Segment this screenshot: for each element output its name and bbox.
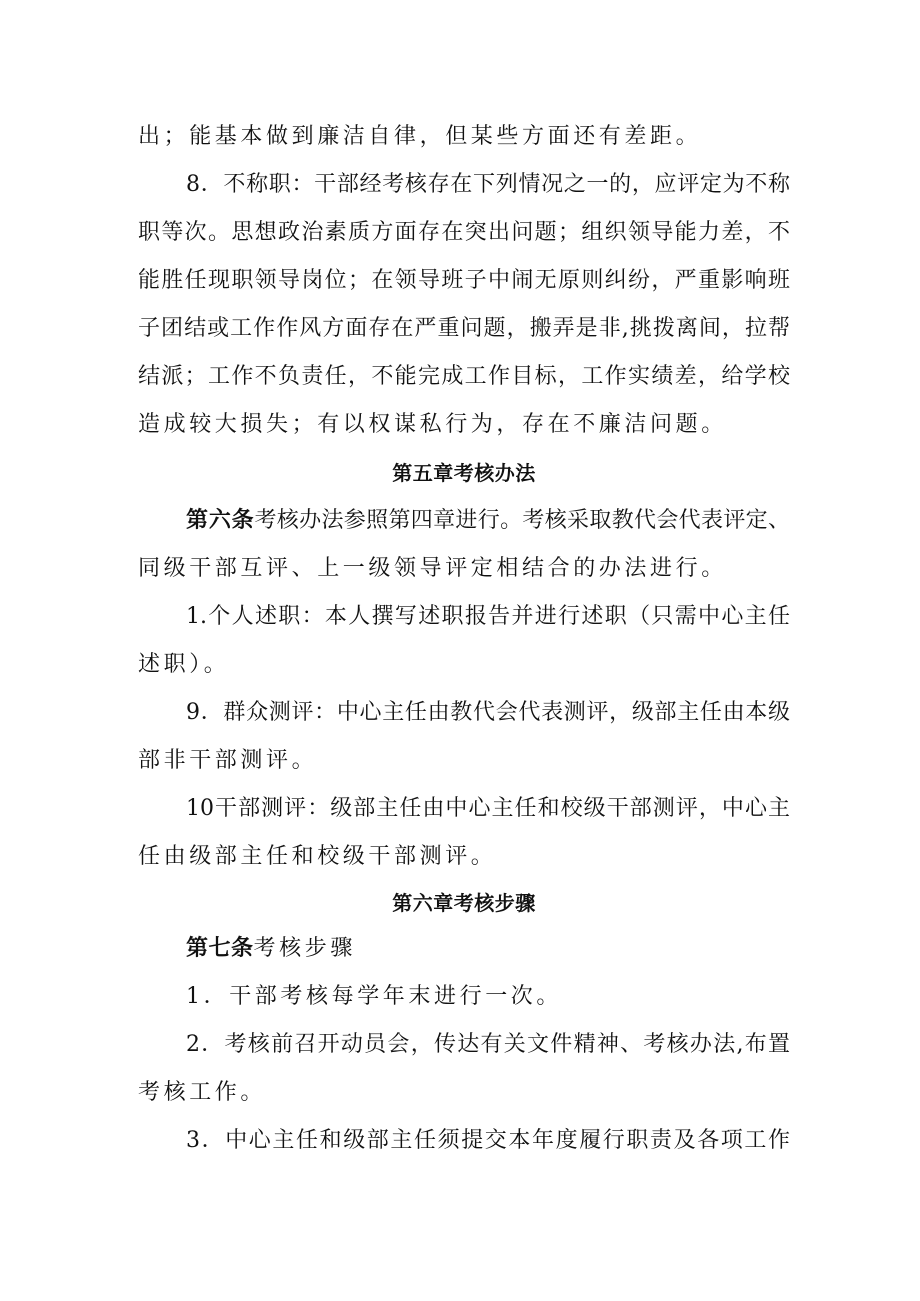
paragraph-line: 8．不称职：干部经考核存在下列情况之一的，应评定为不称 [186,172,790,197]
list-item-line: 考核工作。 [138,1080,267,1105]
paragraph-line: 造成较大损失；有以权谋私行为，存在不廉洁问题。 [138,412,727,437]
article-6-line [186,506,790,536]
article-7-line [186,934,790,964]
list-item-line: 10干部测评：级部主任由中心主任和校级干部测评，中心主 [186,796,790,821]
article-7-text: 考核步骤 [253,936,356,961]
paragraph-line: 子团结或工作作风方面存在严重问题，搬弄是非,挑拨离间，拉帮 [138,316,790,341]
list-item-line: 2．考核前召开动员会，传达有关文件精神、考核办法,布置 [186,1032,790,1057]
paragraph-line: 职等次。思想政治素质方面存在突出问题；组织领导能力差，不 [138,220,790,245]
paragraph-line: 能胜任现职领导岗位；在领导班子中闹无原则纠纷，严重影响班 [138,268,790,293]
list-item-line: 部非干部测评。 [138,748,318,773]
list-item-line: 1．干部考核每学年末进行一次。 [186,984,562,1009]
paragraph-line: 同级干部互评、上一级领导评定相结合的办法进行。 [138,556,727,581]
list-item-line: 3．中心主任和级部主任须提交本年度履行职责及各项工作 [186,1128,790,1153]
list-item-line: 1.个人述职：本人撰写述职报告并进行述职（只需中心主任 [186,604,790,629]
chapter-6-heading: 第六章考核步骤 [392,891,536,915]
chapter-5-heading: 第五章考核办法 [392,461,536,485]
paragraph-line: 结派；工作不负责任，不能完成工作目标，工作实绩差，给学校 [138,364,790,389]
list-item-line: 任由级部主任和校级干部测评。 [138,844,497,869]
paragraph-line: 出；能基本做到廉洁自律，但某些方面还有差距。 [138,124,702,149]
list-item-line: 9．群众测评：中心主任由教代会代表测评，级部主任由本级 [186,700,790,725]
article-6-lead: 第六条 [186,508,255,533]
article-6-text: 考核办法参照第四章进行。考核采取教代会代表评定、 [254,508,790,533]
article-7-lead: 第七条 [186,936,254,961]
list-item-line: 述职）。 [138,652,230,677]
